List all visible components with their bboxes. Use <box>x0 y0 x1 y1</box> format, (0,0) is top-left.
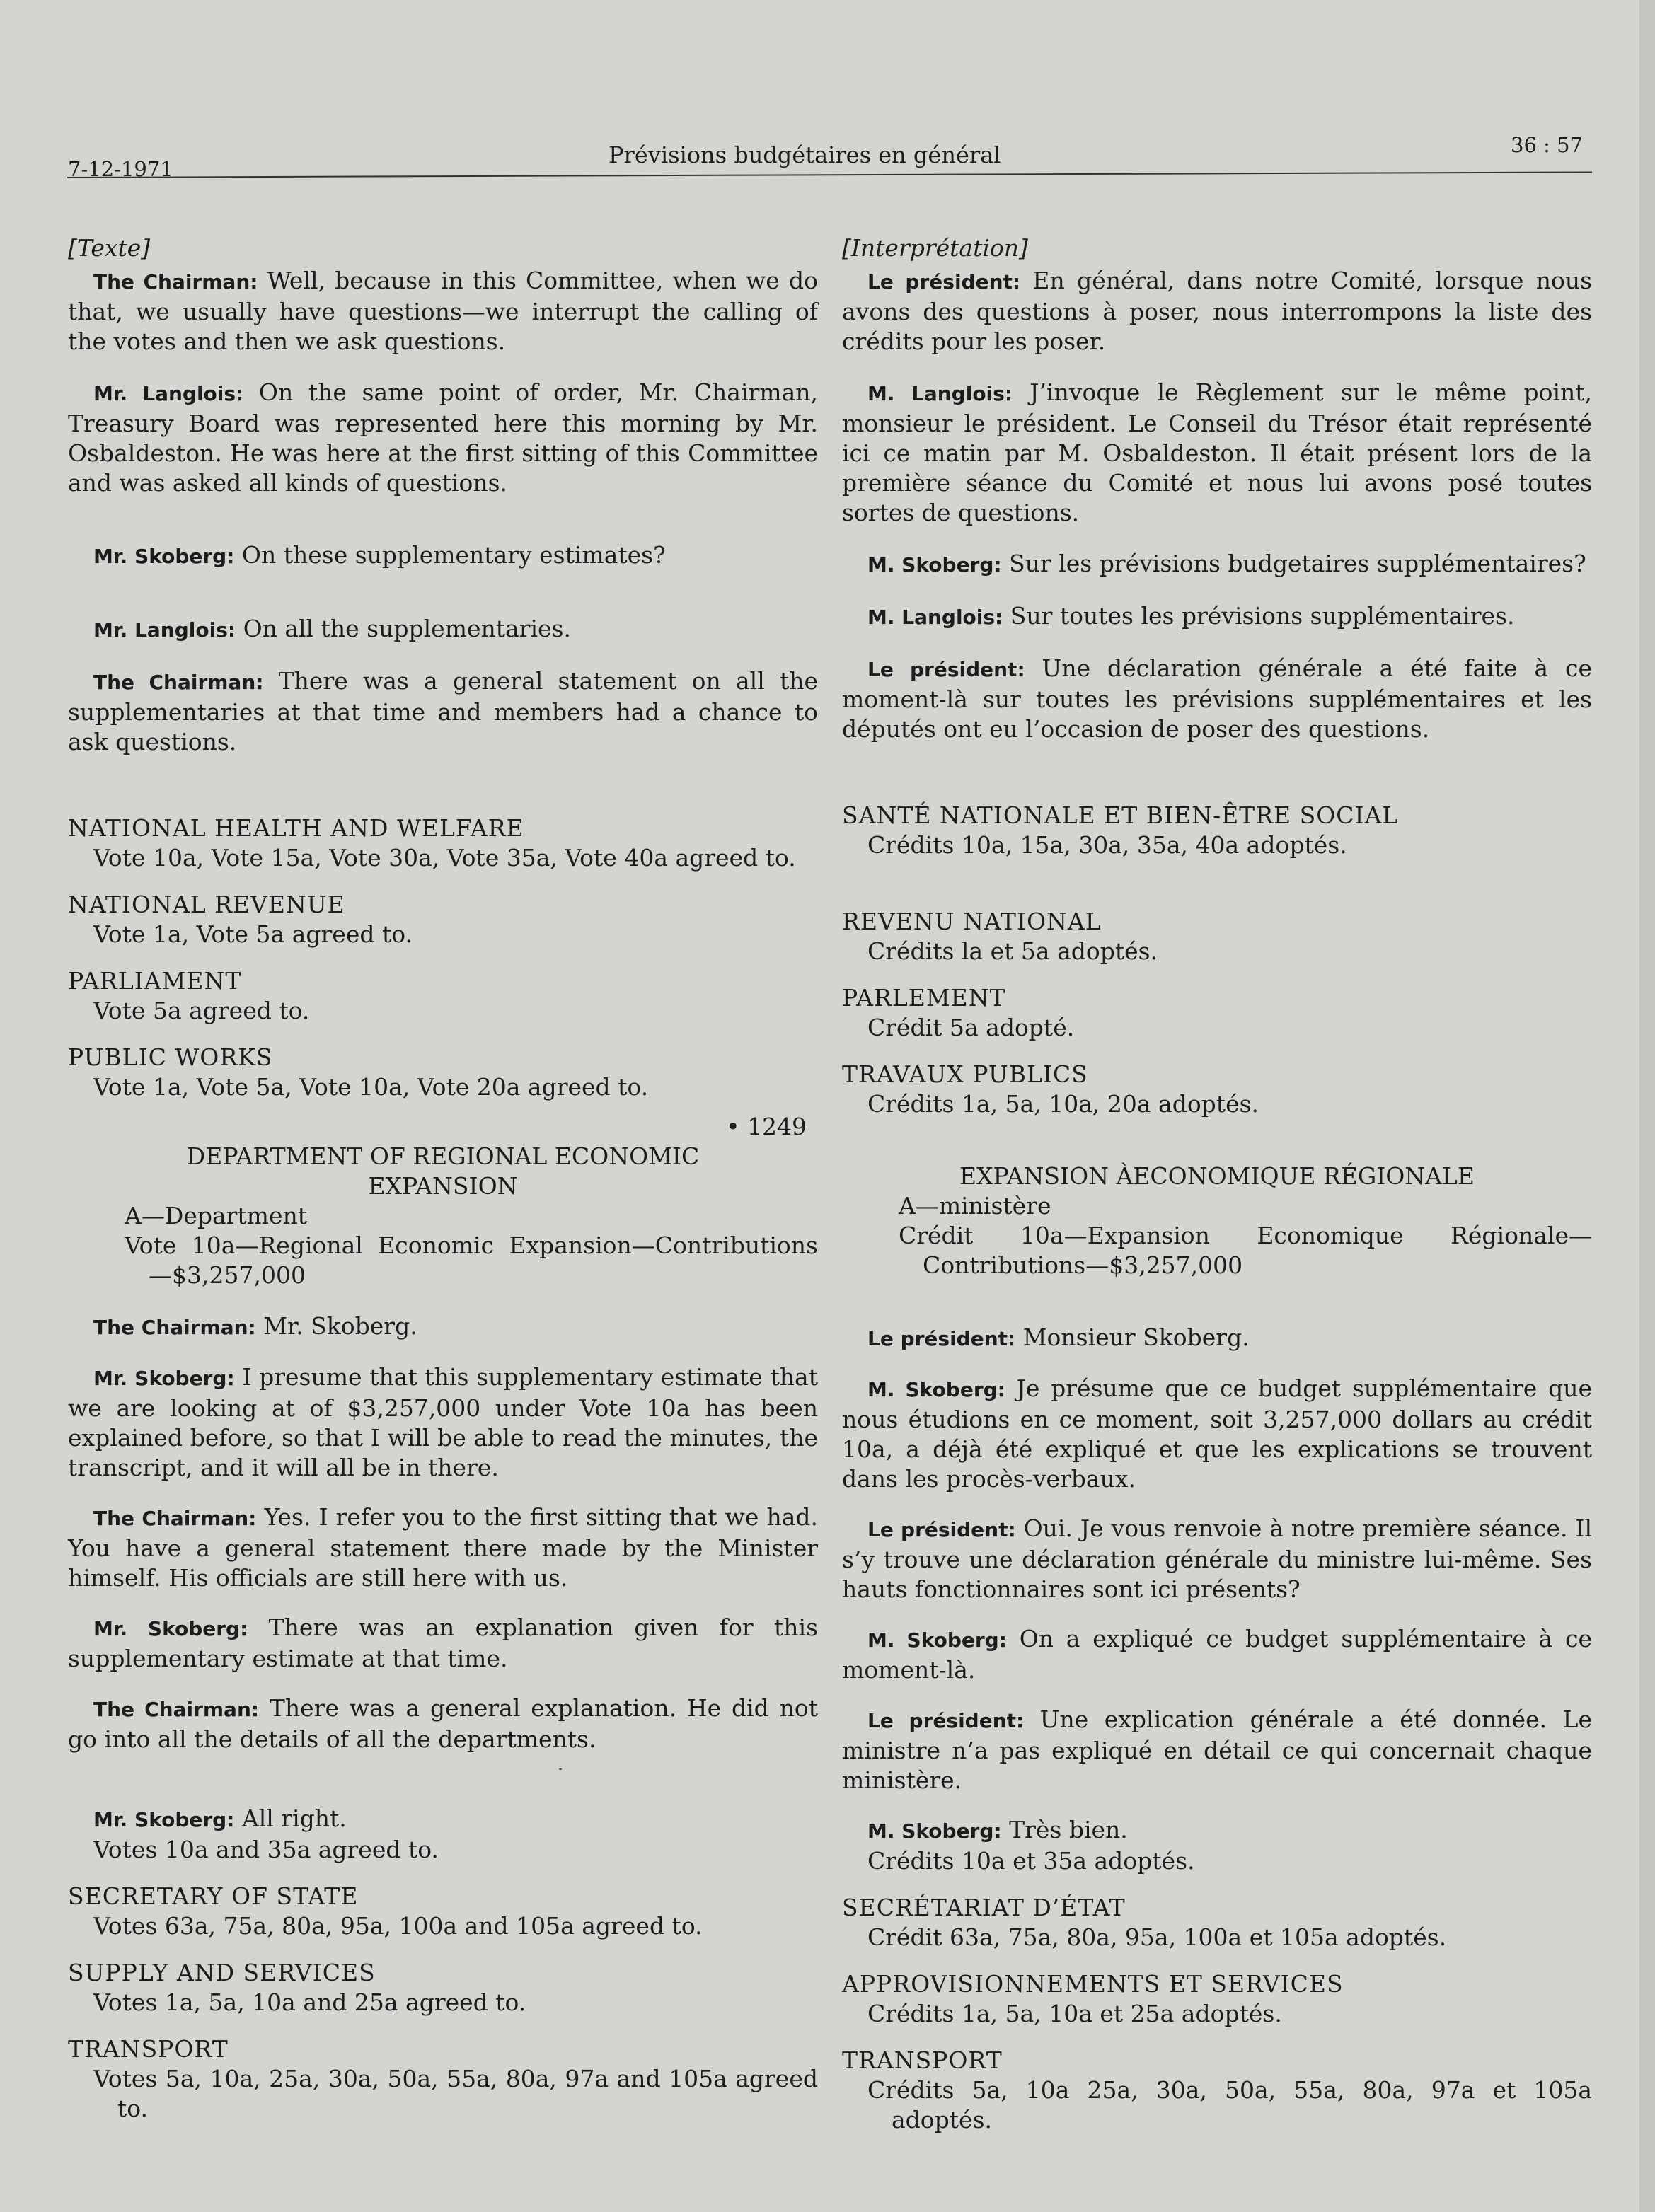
speaker: M. Skoberg: <box>867 1819 1002 1843</box>
section-heading: NATIONAL REVENUE <box>68 891 345 918</box>
speaker: The Chairman: <box>93 270 258 294</box>
speech: There was a general statement on all the supplementaries at that time and members had a chance to ask questions. <box>68 667 818 755</box>
page-edge <box>1639 0 1655 2212</box>
speech: Très bien. <box>1001 1816 1128 1843</box>
speech: Mr. Skoberg. <box>255 1312 417 1340</box>
section-heading: APPROVISIONNEMENTS ET SERVICES <box>842 1970 1344 1998</box>
speech-paragraph <box>842 1323 1592 1354</box>
vote-line: Crédits 5a, 10a 25a, 30a, 50a, 55a, 80a, 97a et 105a adoptés. <box>867 2076 1592 2133</box>
speech-paragraph <box>68 540 818 572</box>
english-column <box>68 233 818 2124</box>
vote-line: Crédits 1a, 5a, 10a et 25a adoptés. <box>867 2000 1282 2027</box>
speaker: Mr. Skoberg: <box>93 545 235 568</box>
speech-paragraph <box>842 1514 1592 1604</box>
section-heading: SECRÉTARIAT D’ÉTAT <box>842 1894 1126 1921</box>
speech-paragraph <box>842 1815 1592 1846</box>
speech: All right. <box>234 1805 347 1832</box>
speaker: M. Skoberg: <box>867 1378 1005 1401</box>
section-heading: SANTÉ NATIONALE ET BIEN-ÊTRE SOCIAL <box>842 801 1399 829</box>
speech: Une déclaration générale a été faite à ce moment-là sur toutes les prévisions supplémentaires et les députés ont eu l’occasion de poser des questions. <box>842 654 1592 743</box>
speaker: M. Skoberg: <box>867 553 1002 577</box>
speaker: Mr. Langlois: <box>93 618 236 642</box>
speaker: The Chairman: <box>93 1507 257 1530</box>
section-heading: SUPPLY AND SERVICES <box>68 1959 376 1986</box>
speech-paragraph <box>842 378 1592 528</box>
speech-paragraph <box>68 1362 818 1483</box>
header-title: Prévisions budgétaires en général <box>609 141 1001 168</box>
language-tag: [Interprétation] <box>842 234 1028 262</box>
speech: On all the supplementaries. <box>236 615 571 642</box>
vote-line: Vote 1a, Vote 5a, Vote 10a, Vote 20a agreed to. <box>93 1073 649 1101</box>
speech-paragraph <box>68 1804 818 1835</box>
speaker: M. Langlois: <box>867 382 1013 405</box>
speech-paragraph <box>842 549 1592 580</box>
vote-line: Vote 10a, Vote 15a, Vote 30a, Vote 35a, Vote 40a agreed to. <box>93 844 796 872</box>
page-marker: • 1249 <box>726 1113 807 1140</box>
vote-line: Votes 5a, 10a, 25a, 30a, 50a, 55a, 80a, 97a and 105a agreed to. <box>93 2065 818 2122</box>
speech: Sur les prévisions budgetaires supplémentaires? <box>1001 550 1586 577</box>
speech-paragraph <box>68 666 818 757</box>
speech-paragraph <box>68 1693 818 1754</box>
speech: On the same point of order, Mr. Chairman, Treasury Board was represented here this morning by Mr. Osbaldeston. He was here at the first sitting of this Committee and was asked all kinds of questions. <box>68 378 818 497</box>
ink-mark <box>559 1768 562 1770</box>
section-heading: PUBLIC WORKS <box>68 1043 273 1071</box>
department-heading: DEPARTMENT OF REGIONAL ECONOMIC <box>186 1142 700 1170</box>
speaker: Le président: <box>867 1709 1025 1732</box>
speech-paragraph <box>842 601 1592 632</box>
speaker: The Chairman: <box>93 1698 260 1721</box>
speech-paragraph <box>68 1502 818 1593</box>
vote-line: Votes 1a, 5a, 10a and 25a agreed to. <box>93 1988 526 2016</box>
speech-paragraph <box>842 1705 1592 1795</box>
section-heading: TRANSPORT <box>842 2046 1003 2074</box>
header-date: 7-12-1971 <box>68 157 173 181</box>
header-rule <box>67 171 1592 178</box>
speech: Monsieur Skoberg. <box>1015 1324 1250 1351</box>
vote-line: Crédits 1a, 5a, 10a, 20a adoptés. <box>867 1090 1259 1118</box>
speech-paragraph <box>68 266 818 357</box>
speaker: M. Skoberg: <box>867 1628 1007 1652</box>
speech: Sur toutes les prévisions supplémentaires. <box>1003 602 1515 630</box>
speech-paragraph <box>842 1374 1592 1494</box>
section-heading: PARLEMENT <box>842 984 1006 1012</box>
french-column <box>842 233 1592 2135</box>
speaker: Mr. Skoberg: <box>93 1617 248 1640</box>
speaker: Mr. Langlois: <box>93 382 244 405</box>
department-heading: EXPANSION ÀECONOMIQUE RÉGIONALE <box>959 1162 1475 1190</box>
vote-line: Crédit 63a, 75a, 80a, 95a, 100a et 105a adoptés. <box>867 1923 1447 1951</box>
speaker: Le président: <box>867 1518 1016 1541</box>
speaker: Le président: <box>867 658 1025 681</box>
speech-paragraph <box>68 1613 818 1674</box>
speech: I presume that this supplementary estimate that we are looking at of $3,257,000 under Vote 10a has been explained before, so that I will be able to read the minutes, the transcript, and it will all be in there. <box>68 1363 818 1481</box>
speaker: Mr. Skoberg: <box>93 1808 235 1831</box>
vote-line: Votes 63a, 75a, 80a, 95a, 100a and 105a agreed to. <box>93 1912 703 1940</box>
department-subheading: A—ministère <box>899 1192 1051 1220</box>
department-subheading: A—Department <box>125 1202 307 1229</box>
speaker: Le président: <box>867 1327 1016 1350</box>
speech-paragraph <box>68 614 818 645</box>
vote-line: Crédit 10a—Expansion Economique Régionale—Contributions—$3,257,000 <box>899 1222 1592 1279</box>
section-heading: PARLIAMENT <box>68 967 242 995</box>
speaker: Mr. Skoberg: <box>93 1367 235 1390</box>
speech: There was an explanation given for this supplementary estimate at that time. <box>68 1614 818 1672</box>
vote-line: Votes 10a and 35a agreed to. <box>93 1836 439 1863</box>
speaker: Le président: <box>867 270 1021 294</box>
section-heading: NATIONAL HEALTH AND WELFARE <box>68 814 524 842</box>
section-heading: TRANSPORT <box>68 2035 229 2063</box>
department-heading-cont: EXPANSION <box>368 1172 518 1200</box>
section-heading: REVENU NATIONAL <box>842 908 1102 935</box>
speech: There was a general explanation. He did not go into all the details of all the departments. <box>68 1694 819 1753</box>
speech: Oui. Je vous renvoie à notre première séance. Il s’y trouve une déclaration générale du ministre lui-même. Ses hauts fonctionnaires sont ici présents? <box>842 1515 1593 1603</box>
speech: J’invoque le Règlement sur le même point, monsieur le président. Le Conseil du Trésor était représenté ici ce matin par M. Osbaldeston. Il était présent lors de la première séance du Comité et nous lui avons posé toutes sortes de questions. <box>842 378 1592 526</box>
vote-line: Vote 1a, Vote 5a agreed to. <box>93 920 413 948</box>
vote-line: Crédits la et 5a adoptés. <box>867 937 1158 965</box>
section-heading: TRAVAUX PUBLICS <box>842 1060 1088 1088</box>
vote-line: Vote 5a agreed to. <box>93 997 310 1024</box>
speech: Je présume que ce budget supplémentaire que nous étudions en ce moment, soit 3,257,000 dollars au crédit 10a, a déjà été expliqué et que les explications se trouvent dans les procès-verbaux. <box>842 1374 1592 1493</box>
speech: On these supplementary estimates? <box>234 541 666 569</box>
speech: Yes. I refer you to the first sitting that we had. You have a general statement there made by the Minister himself. His officials are still here with us. <box>68 1503 818 1592</box>
header-page-number: 36 : 57 <box>1511 133 1584 157</box>
vote-line: Crédits 10a, 15a, 30a, 35a, 40a adoptés. <box>867 831 1347 859</box>
language-tag: [Texte] <box>68 234 151 262</box>
section-heading: SECRETARY OF STATE <box>68 1882 359 1910</box>
vote-line: Crédits 10a et 35a adoptés. <box>867 1847 1195 1875</box>
speech-paragraph <box>842 654 1592 744</box>
speaker: The Chairman: <box>93 1316 256 1339</box>
speech-paragraph <box>68 1311 818 1343</box>
speech-paragraph <box>68 378 818 498</box>
speech: On a expliqué ce budget supplémentaire à ce moment-là. <box>842 1625 1592 1684</box>
speaker: M. Langlois: <box>867 606 1003 629</box>
speech-paragraph <box>842 1624 1592 1685</box>
speech: Une explication générale a été donnée. Le ministre n’a pas expliqué en détail ce qui concernait chaque ministère. <box>842 1706 1592 1794</box>
speech-paragraph <box>842 266 1592 357</box>
vote-line: Vote 10a—Regional Economic Expansion—Contributions—$3,257,000 <box>125 1232 818 1289</box>
vote-line: Crédit 5a adopté. <box>867 1014 1075 1041</box>
speech: Well, because in this Committee, when we do that, we usually have questions—we interrupt the calling of the votes and then we ask questions. <box>68 267 818 355</box>
speaker: The Chairman: <box>93 671 264 694</box>
speech: En général, dans notre Comité, lorsque nous avons des questions à poser, nous interrompons la liste des crédits pour les poser. <box>842 267 1593 355</box>
